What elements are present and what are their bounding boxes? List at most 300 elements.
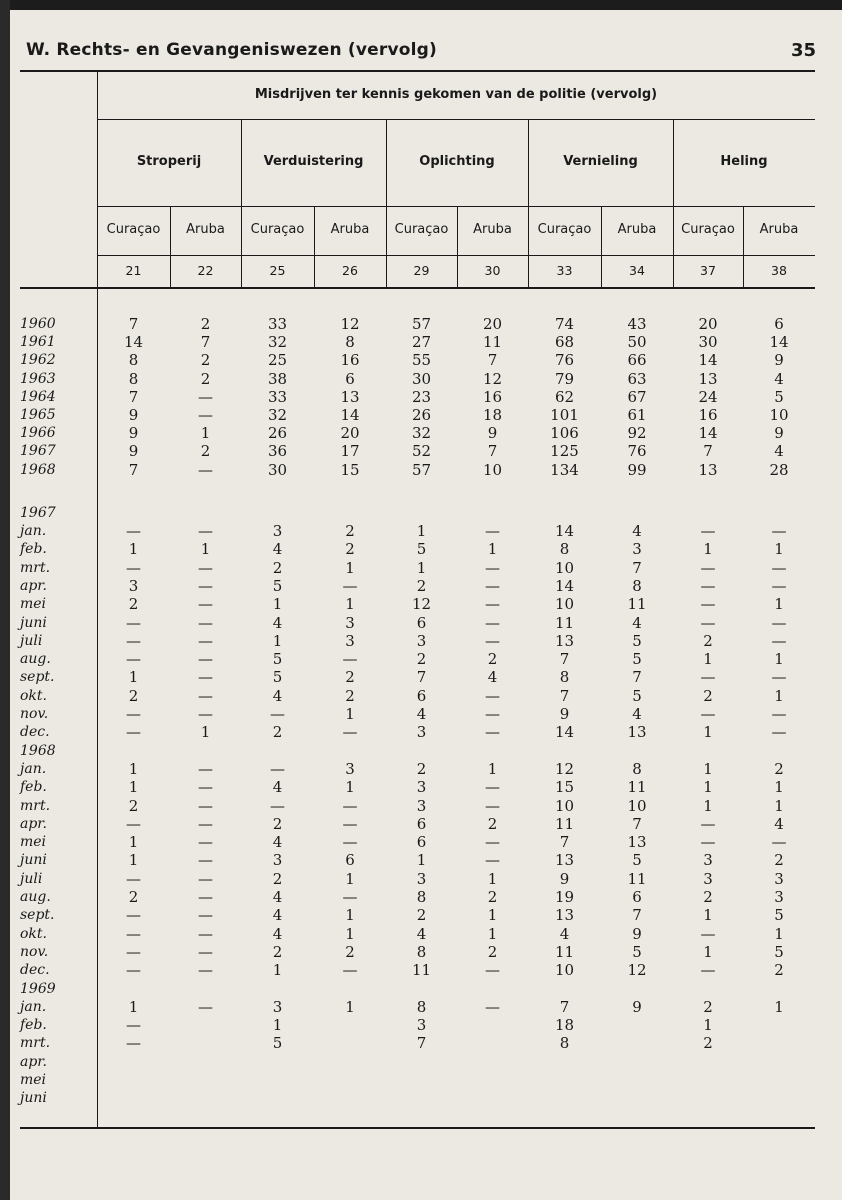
table-cell: 2 [487, 942, 498, 961]
table-cell: 2 [487, 650, 498, 669]
table-cell: — [198, 595, 213, 614]
table-cell: 12 [482, 369, 503, 388]
table-cell: 11 [627, 778, 647, 797]
table-cell: — [700, 522, 716, 540]
table-cell: 2 [345, 540, 355, 559]
table-cell: 3 [345, 759, 355, 778]
table-cell: — [485, 686, 500, 705]
table-cell: — [771, 833, 787, 852]
column-number-rule [20, 287, 815, 289]
table-cell: — [198, 869, 213, 888]
row-label: 1960 [20, 316, 56, 332]
table-cell: 7 [559, 686, 570, 705]
table-cell: 1 [703, 942, 713, 961]
page-number: 35 [790, 40, 816, 61]
table-cell: 8 [128, 369, 139, 388]
table-cell: 20 [340, 424, 360, 443]
column-number: 21 [125, 263, 142, 278]
table-cell: — [198, 888, 213, 906]
table-cell: — [700, 668, 716, 687]
table-cell: 9 [774, 351, 784, 370]
table-cell: 134 [550, 460, 579, 479]
table-cell: 3 [703, 851, 713, 870]
table-cell: — [198, 558, 213, 577]
row-label: jan. [20, 998, 47, 1015]
table-cell: 6 [416, 613, 427, 632]
table-cell: 23 [411, 387, 432, 406]
row-label: 1965 [20, 407, 56, 423]
table-cell: 11 [627, 869, 647, 888]
table-cell: — [270, 796, 285, 815]
table-cell: 43 [627, 315, 647, 333]
table-cell: — [771, 613, 787, 632]
sub-header: Curaçao [537, 222, 592, 237]
table-cell: 1 [345, 869, 355, 888]
table-cell: 8 [128, 351, 139, 370]
table-cell: 4 [272, 686, 283, 705]
table-cell: 4 [272, 924, 283, 943]
table-cell: 13 [627, 833, 647, 852]
table-cell: 14 [698, 351, 718, 370]
table-cell: 7 [487, 442, 498, 461]
table-cell: — [485, 613, 500, 632]
table-cell: — [771, 723, 787, 742]
table-cell: 3 [128, 576, 139, 595]
table-cell: 2 [128, 796, 139, 815]
row-label: nov. [20, 943, 49, 960]
column-number: 26 [342, 263, 358, 278]
table-cell: — [198, 460, 213, 479]
table-cell: 1 [128, 540, 139, 559]
table-cell: 5 [272, 650, 283, 669]
table-cell: 6 [416, 833, 427, 852]
table-cell: 1 [128, 833, 139, 852]
table-cell: 6 [416, 814, 427, 833]
row-label: juni [20, 852, 47, 869]
table-cell: 7 [632, 814, 642, 833]
table-cell: 74 [554, 315, 575, 333]
table-cell: 2 [703, 631, 713, 650]
table-cell: 8 [416, 888, 427, 906]
table-cell: 9 [774, 424, 784, 443]
table-cell: 3 [774, 869, 784, 888]
row-label: juli [20, 870, 43, 887]
table-cell: 14 [554, 522, 575, 540]
table-cell: 1 [272, 961, 283, 980]
table-cell: 76 [627, 442, 647, 461]
table-cell: 3 [632, 540, 642, 559]
table-cell: — [485, 833, 500, 852]
table-cell: — [198, 406, 213, 424]
table-cell: 1 [416, 558, 427, 577]
table-cell: 2 [200, 369, 211, 388]
table-cell: 2 [272, 942, 283, 961]
table-cell: — [485, 522, 500, 540]
column-number: 25 [269, 263, 286, 278]
table-cell: 8 [559, 668, 570, 687]
table-cell: 2 [200, 351, 211, 370]
table-cell: 5 [272, 576, 283, 595]
table-cell: — [700, 961, 716, 980]
table-cell: 55 [411, 351, 432, 370]
table-cell: 14 [769, 333, 789, 352]
table-cell: 4 [774, 442, 784, 461]
table-cell: — [198, 997, 213, 1016]
row-label: apr. [20, 1053, 47, 1070]
table-cell: — [700, 924, 716, 943]
table-cell: — [342, 961, 358, 980]
table-cell: — [198, 668, 213, 687]
table-cell: 3 [416, 796, 427, 815]
table-cell: 8 [559, 1034, 570, 1053]
table-cell: 5 [632, 942, 642, 961]
sub-header: Aruba [759, 222, 799, 237]
table-cell: 32 [411, 424, 432, 443]
table-cell: — [700, 595, 716, 614]
table-cell: 11 [411, 961, 432, 980]
table-cell: — [485, 705, 500, 723]
table-cell: 5 [632, 650, 642, 669]
table-cell: — [771, 576, 787, 595]
table-cell: 1 [128, 997, 139, 1016]
table-cell: — [485, 796, 500, 815]
table-cell: — [126, 650, 141, 669]
table-cell: 1 [345, 997, 355, 1016]
table-cell: — [198, 833, 213, 852]
table-cell: — [198, 576, 213, 595]
table-cell: 1 [200, 723, 211, 742]
table-cell: 7 [128, 387, 139, 406]
table-cell: 7 [632, 668, 642, 687]
table-cell: 3 [416, 778, 427, 797]
table-cell: 2 [128, 686, 139, 705]
table-cell: 10 [627, 796, 647, 815]
table-cell: — [126, 906, 141, 925]
table-cell: — [485, 723, 500, 742]
table-cell: 11 [554, 613, 575, 632]
row-label: 1961 [20, 334, 56, 351]
table-cell: — [198, 686, 213, 705]
table-cell: 10 [554, 961, 575, 980]
table-cell: 57 [411, 460, 432, 479]
table-cell: 2 [345, 686, 355, 705]
table-cell: — [198, 961, 213, 980]
table-cell: 28 [769, 460, 789, 479]
table-cell: — [198, 851, 213, 870]
table-cell: 5 [632, 686, 642, 705]
row-label: aug. [20, 889, 51, 905]
table-cell: — [771, 705, 787, 723]
table-cell: 1 [703, 778, 713, 797]
table-cell: 32 [267, 406, 288, 424]
table-cell: 3 [416, 869, 427, 888]
table-cell: 4 [632, 522, 642, 540]
table-cell: — [771, 558, 787, 577]
table-top-rule [20, 70, 815, 72]
table-cell: — [700, 833, 716, 852]
table-cell: 5 [774, 906, 784, 925]
table-cell: 2 [487, 814, 498, 833]
table-cell: 2 [128, 595, 139, 614]
row-label: juli [20, 632, 43, 649]
table-cell: 13 [698, 460, 718, 479]
table-cell: 10 [769, 406, 789, 424]
table-cell: — [485, 631, 500, 650]
table-cell: 15 [340, 460, 360, 479]
row-label: okt. [20, 687, 47, 704]
table-cell: 101 [550, 406, 579, 424]
table-cell: 2 [128, 888, 139, 906]
table-cell: 30 [698, 333, 718, 352]
table-cell: 15 [554, 778, 575, 797]
table-cell: — [126, 558, 141, 577]
table-cell: 92 [627, 424, 647, 443]
table-cell: 9 [128, 406, 139, 424]
group-header: Verduistering [263, 154, 364, 169]
table-cell: 14 [123, 333, 144, 352]
table-cell: 5 [272, 1034, 283, 1053]
row-label: okt. [20, 925, 47, 942]
table-cell: — [126, 942, 141, 961]
table-cell: 2 [703, 686, 713, 705]
table-cell: 1 [703, 796, 713, 815]
table-cell: — [126, 631, 141, 650]
group-header: Stroperij [136, 154, 202, 169]
table-cell: 1 [703, 906, 713, 925]
group-rule [97, 206, 815, 207]
table-cell: 24 [698, 387, 718, 406]
table-cell: 2 [272, 558, 283, 577]
table-cell: 36 [267, 442, 288, 461]
table-cell: 2 [272, 869, 283, 888]
table-cell: 3 [416, 723, 427, 742]
table-cell: — [485, 595, 500, 614]
table-cell: 3 [345, 613, 355, 632]
table-cell: 38 [267, 369, 288, 388]
table-cell: 4 [416, 924, 427, 943]
table-cell: 1 [703, 650, 713, 669]
table-cell: 26 [267, 424, 288, 443]
row-label: mei [20, 1072, 47, 1088]
group-header: Vernieling [563, 154, 638, 169]
table-cell: 4 [416, 705, 427, 723]
table-cell: 10 [482, 460, 503, 479]
sub-header: Aruba [186, 222, 225, 237]
table-cell: 30 [411, 369, 432, 388]
table-cell: 1 [200, 540, 211, 559]
table-cell: 1 [487, 869, 498, 888]
table-cell: 7 [487, 351, 498, 370]
row-label: aug. [20, 651, 51, 668]
table-cell: 1 [128, 759, 139, 778]
table-cell: 7 [559, 833, 570, 852]
page-edge-left [0, 0, 10, 1200]
group-divider [241, 119, 242, 287]
table-cell: 1 [774, 778, 784, 797]
table-cell: 1 [272, 595, 283, 614]
table-cell: 8 [632, 759, 642, 778]
table-cell: 4 [632, 613, 642, 632]
table-cell: — [126, 814, 141, 833]
table-cell: 2 [416, 576, 427, 595]
table-cell: 1 [200, 424, 211, 443]
table-cell: 1 [703, 759, 713, 778]
table-cell: 6 [345, 369, 355, 388]
group-header: Oplichting [419, 154, 495, 169]
table-cell: — [126, 1016, 141, 1035]
table-cell: — [198, 613, 213, 632]
table-cell: 68 [554, 333, 575, 352]
page-title: W. Rechts- en Gevangeniswezen (vervolg) [26, 40, 437, 60]
table-cell: 8 [559, 540, 570, 559]
table-cell: 106 [550, 424, 579, 443]
table-cell: 1 [345, 906, 355, 925]
table-cell: 50 [627, 333, 647, 352]
table-cell: 61 [627, 406, 647, 424]
table-cell: 2 [272, 814, 283, 833]
table-cell: 63 [627, 369, 647, 388]
table-cell: 7 [632, 906, 642, 925]
table-cell: 12 [340, 315, 360, 333]
table-cell: 13 [554, 906, 575, 925]
table-cell: 19 [554, 888, 575, 906]
table-cell: — [198, 796, 213, 815]
table-cell: 1 [703, 540, 713, 559]
table-cell: 4 [272, 888, 283, 906]
row-label: 1968 [20, 742, 56, 759]
table-cell: 1 [128, 851, 139, 870]
table-cell: 13 [554, 631, 575, 650]
table-cell: 30 [267, 460, 288, 479]
table-cell: — [126, 705, 141, 723]
table-cell: 5 [416, 540, 427, 559]
table-cell: 26 [411, 406, 432, 424]
table-cell: 6 [774, 315, 784, 333]
table-cell: 2 [272, 723, 283, 742]
row-label: 1969 [20, 980, 56, 997]
group-divider [386, 119, 387, 287]
table-cell: — [198, 759, 213, 778]
table-cell: 52 [411, 442, 432, 461]
table-cell: 20 [482, 315, 503, 333]
table-cell: — [485, 851, 500, 870]
table-cell: 4 [272, 906, 283, 925]
table-cell: 10 [554, 796, 575, 815]
table-cell: 99 [627, 460, 647, 479]
table-cell: — [126, 924, 141, 943]
table-cell: 4 [487, 668, 498, 687]
table-cell: 7 [559, 650, 570, 669]
table-cell: 13 [698, 369, 718, 388]
table-cell: 4 [272, 778, 283, 797]
table-cell: — [270, 705, 285, 723]
table-cell: 7 [128, 315, 139, 333]
table-cell: 1 [774, 997, 784, 1016]
table-cell: — [700, 814, 716, 833]
table-cell: 11 [554, 814, 575, 833]
table-cell: 1 [774, 924, 784, 943]
table-cell: 1 [345, 558, 355, 577]
table-cell: 16 [698, 406, 718, 424]
table-cell: 25 [267, 351, 288, 370]
row-label: 1967 [20, 443, 56, 460]
table-cell: 1 [128, 778, 139, 797]
row-label: juni [20, 1090, 47, 1107]
row-label: apr. [20, 577, 47, 594]
table-cell: 4 [272, 540, 283, 559]
table-cell: 1 [774, 796, 784, 815]
table-cell: 20 [698, 315, 718, 333]
table-cell: 1 [416, 522, 427, 540]
table-cell: 4 [559, 924, 570, 943]
table-cell: — [198, 906, 213, 925]
group-divider [673, 119, 674, 287]
table-cell: 14 [340, 406, 360, 424]
table-cell: 2 [200, 442, 211, 461]
table-cell: 14 [698, 424, 718, 443]
table-cell: — [771, 522, 787, 540]
row-label: 1962 [20, 352, 56, 369]
table-cell: 1 [774, 595, 784, 614]
table-cell: 7 [200, 333, 211, 352]
table-cell: 5 [774, 387, 784, 406]
table-cell: 7 [416, 668, 427, 687]
table-cell: — [126, 869, 141, 888]
table-cell: 33 [267, 387, 288, 406]
table-cell: 9 [128, 424, 139, 443]
table-cell: 13 [554, 851, 575, 870]
table-cell: 2 [416, 759, 427, 778]
table-cell: 32 [267, 333, 288, 352]
table-cell: 6 [345, 851, 355, 870]
table-cell: 12 [411, 595, 432, 614]
table-cell: 1 [345, 595, 355, 614]
table-cell: 1 [774, 650, 784, 669]
table-cell: 1 [487, 540, 498, 559]
table-cell: 2 [345, 522, 355, 540]
column-number: 34 [629, 263, 645, 278]
table-cell: — [342, 888, 358, 906]
column-number: 29 [413, 263, 430, 278]
table-cell: 1 [416, 851, 427, 870]
main-header: Misdrijven ter kennis gekomen van de politie (vervolg) [254, 87, 658, 102]
table-cell: 2 [345, 668, 355, 687]
table-cell: 9 [487, 424, 498, 443]
table-cell: 79 [554, 369, 575, 388]
table-cell: 2 [703, 1034, 713, 1053]
row-label: feb. [20, 1017, 47, 1034]
table-cell: 7 [416, 1034, 427, 1053]
table-cell: 8 [632, 576, 642, 595]
column-number: 22 [197, 263, 214, 278]
table-cell: 7 [128, 460, 139, 479]
table-cell: — [700, 576, 716, 595]
table-cell: 2 [345, 942, 355, 961]
table-cell: 66 [627, 351, 647, 370]
table-cell: 1 [345, 778, 355, 797]
header-rule [97, 119, 815, 120]
table-cell: 9 [559, 869, 570, 888]
table-cell: — [485, 778, 500, 797]
table-cell: 4 [272, 613, 283, 632]
sub-header: Aruba [617, 222, 657, 237]
row-label: 1964 [20, 388, 56, 405]
row-label: dec. [20, 724, 50, 741]
table-cell: 27 [411, 333, 432, 352]
table-cell: 4 [774, 814, 784, 833]
table-cell: 1 [774, 686, 784, 705]
table-cell: 1 [703, 1016, 713, 1035]
